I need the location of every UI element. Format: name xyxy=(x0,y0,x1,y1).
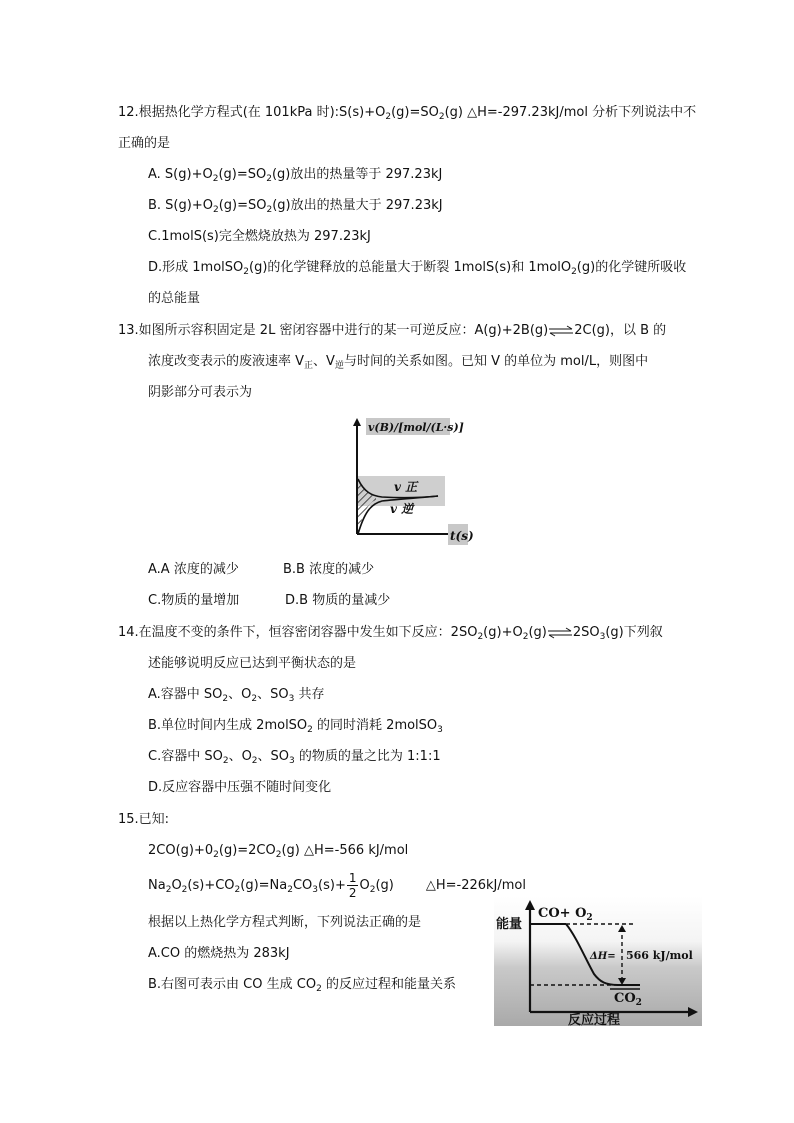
q12-stem-line1: 12.根据热化学方程式(在 101kPa 时)$:S(s)+O_2(g)=SO_2(g)$ △H=-297.23kJ/mol 分析下列说法中不 xyxy=(118,105,697,122)
q13-option-c: C.物质的量增加 xyxy=(148,593,240,608)
v-forward-label: v 正 xyxy=(394,480,418,494)
graph-xlabel: t(s) xyxy=(450,529,474,543)
energy-xlabel: 反应过程 xyxy=(568,1013,621,1028)
products-label: $CO_2$ xyxy=(614,991,642,1008)
q14-option-d: D.反应容器中压强不随时间变化 xyxy=(148,780,332,795)
q14-option-c: C.容器中 $SO_2$、$O_2$、$SO_3$ 的物质的量之比为 1:1:1 xyxy=(148,749,441,766)
q15-heading: 15.已知: xyxy=(118,812,170,827)
reactants-label: $CO+ O_2$ xyxy=(538,906,593,923)
q13-stem-line1: 13.如图所示容积固定是 2L 密闭容器中进行的某一可逆反应：A(g)+2B(g) 2C(g)，以 B 的 xyxy=(118,323,667,338)
q12-stem-line2: 正确的是 xyxy=(118,136,171,151)
q14-option-a: A.容器中 $SO_2$、$O_2$、$SO_3$ 共存 xyxy=(148,687,325,704)
rate-time-graph xyxy=(352,416,474,548)
graph-ylabel: v(B)/[mol/(L·s)] xyxy=(368,421,464,434)
q15-equation-1: $2CO(g)+0_2(g)=2CO_2(g)$ △H=-566 kJ/mol xyxy=(148,843,409,860)
q12-option-c: C.1molS(s)完全燃烧放热为 297.23kJ xyxy=(148,229,371,244)
q12-option-b: B. $S(g)+O_2(g)=SO_2(g)$放出的热量大于 297.23kJ xyxy=(148,198,443,215)
q13-option-d: D.B 物质的量减少 xyxy=(285,593,391,608)
energy-diagram xyxy=(494,896,702,1026)
q12-option-d-line2: 的总能量 xyxy=(148,291,201,306)
energy-ylabel: 能量 xyxy=(496,917,523,932)
fraction-one-half: $\frac{1}{2}$ xyxy=(348,871,357,900)
q15-option-b: B.右图可表示由 CO 生成 $CO_2$ 的反应过程和能量关系 xyxy=(148,977,456,994)
q12-option-a: A. $S(g)+O_2(g)=SO_2(g)$放出的热量等于 297.23kJ xyxy=(148,167,443,184)
q15-option-a: A.CO 的燃烧热为 283kJ xyxy=(148,946,290,961)
q13-option-a: A.A 浓度的减少 xyxy=(148,562,239,577)
equilibrium-arrow-icon xyxy=(547,628,573,638)
q14-stem-line1: 14.在温度不变的条件下，恒容密闭容器中发生如下反应：$2SO_2(g)+O_2(g)$ $2SO_3(g)$下列叙 xyxy=(118,625,663,642)
dh-label: ΔH= xyxy=(590,951,616,962)
q13-option-b: B.B 浓度的减少 xyxy=(283,562,375,577)
q12-option-d: D.形成 1molSO$_2$(g)的化学键释放的总能量大于断裂 1molS(s)和 1molO$_2$(g)的化学键所吸收 xyxy=(148,260,687,277)
dh-value: 566 kJ/mol xyxy=(626,949,693,962)
q13-stem-line3: 阴影部分可表示为 xyxy=(148,385,253,400)
q15-equation-2: $Na_2O_2(s)+CO_2(g)=Na_2CO_3(s)+$ $\frac{1}{2}$ $O_2(g)$ △H=-226kJ/mol xyxy=(148,871,526,900)
q13-stem-line2: 浓度改变表示的废液速率 $V_正$、$V_逆$与时间的关系如图。已知 V 的单位为 mol/L，则图中 xyxy=(148,354,649,371)
q15-stem: 根据以上热化学方程式判断，下列说法正确的是 xyxy=(148,915,422,930)
v-reverse-label: v 逆 xyxy=(390,502,414,516)
q14-option-b: B.单位时间内生成 2molSO$_2$ 的同时消耗 2molSO$_3$ xyxy=(148,718,443,735)
q14-stem-line2: 述能够说明反应已达到平衡状态的是 xyxy=(148,656,357,671)
equilibrium-arrow-icon xyxy=(548,326,574,336)
